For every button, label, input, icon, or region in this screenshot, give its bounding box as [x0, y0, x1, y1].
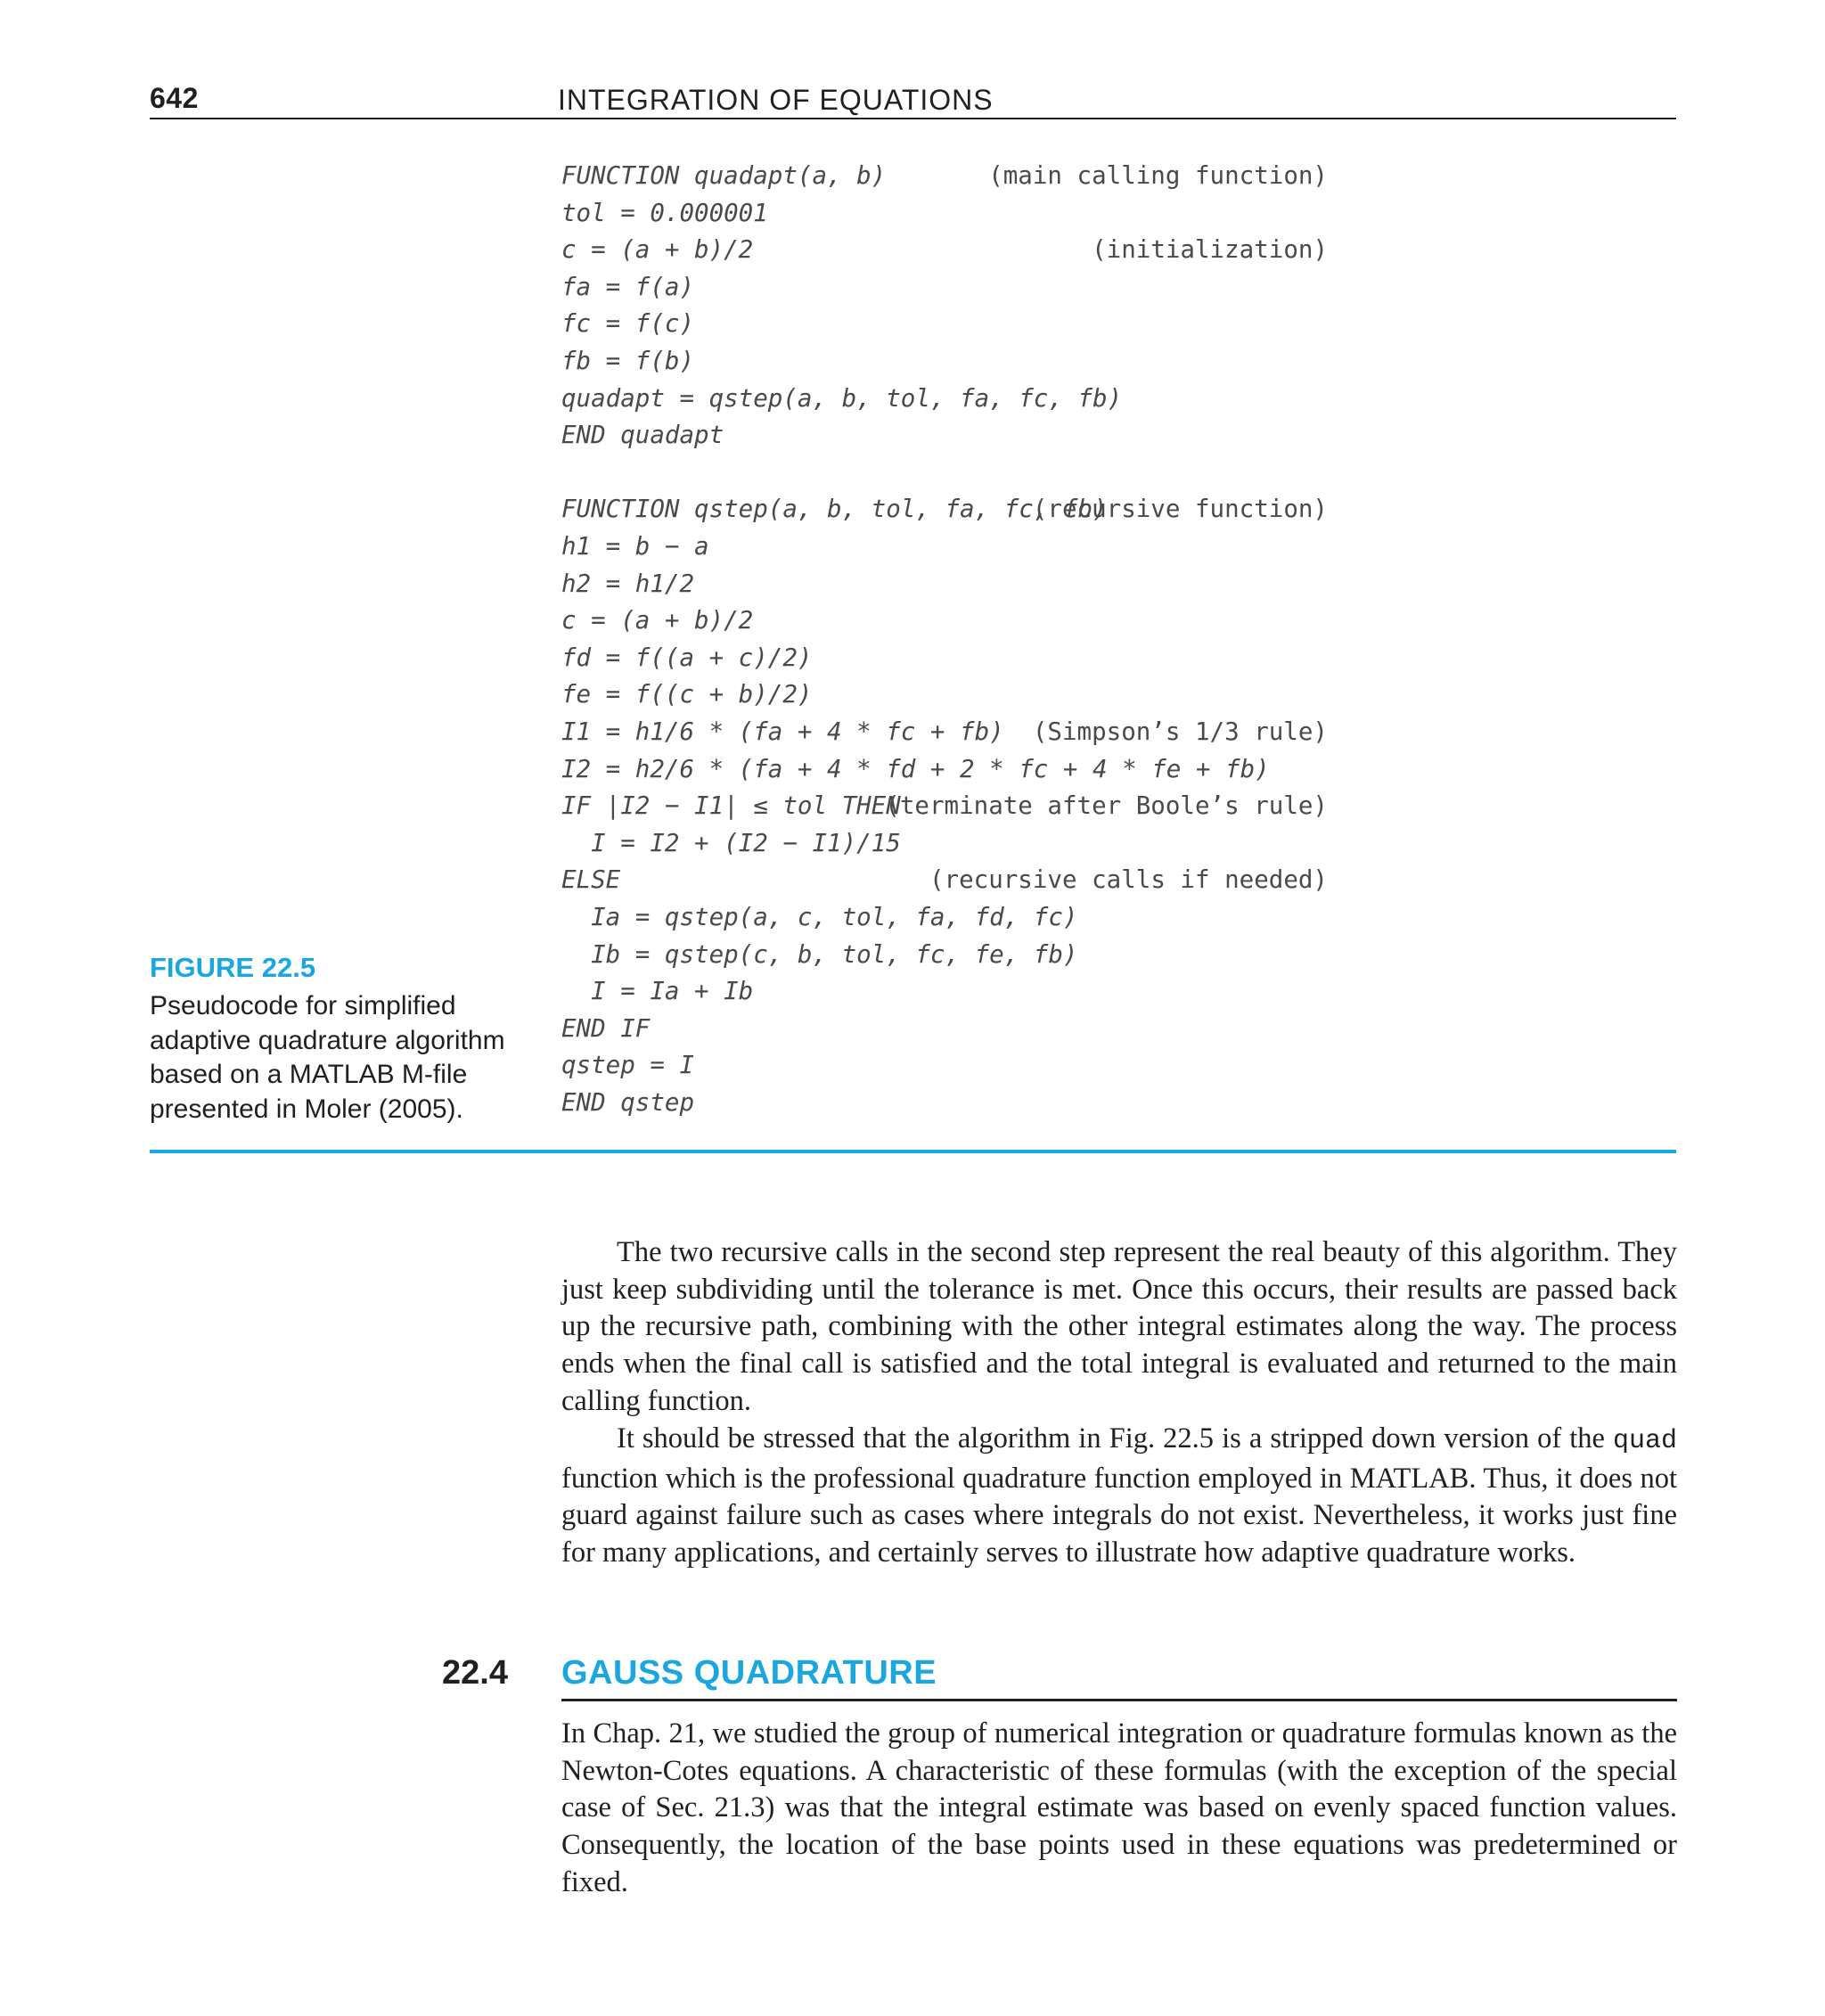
section-title: GAUSS QUADRATURE — [561, 1654, 937, 1692]
figure-bottom-rule — [150, 1150, 1676, 1153]
code-text: fc = f(c) — [561, 309, 695, 339]
code-line — [561, 231, 1328, 268]
chapter-title: INTEGRATION OF EQUATIONS — [558, 84, 994, 116]
code-line — [561, 454, 1328, 491]
code-line — [561, 824, 1328, 862]
section-number: 22.4 — [442, 1654, 508, 1692]
code-text: fb = f(b) — [561, 347, 695, 375]
section-rule — [561, 1699, 1677, 1701]
code-line — [561, 416, 1328, 454]
code-comment: (Simpson’s 1/3 rule) — [1032, 717, 1328, 746]
code-line — [561, 342, 1328, 380]
code-text: c = (a + b)/2 — [561, 606, 754, 635]
code-text: h2 = h1/2 — [561, 569, 695, 598]
code-line — [561, 528, 1328, 565]
code-line — [561, 936, 1328, 973]
code-text: IF |I2 − I1| ≤ tol THEN — [561, 791, 901, 821]
code-comment: (recursive calls if needed) — [929, 865, 1328, 895]
code-comment: (main calling function) — [988, 161, 1328, 190]
code-line — [561, 1046, 1328, 1084]
code-text: I1 = h1/6 * (fa + 4 * fc + fb) — [561, 717, 1004, 746]
code-text: quadapt = qstep(a, b, tol, fa, fc, fb) — [561, 383, 1123, 413]
pseudocode-block — [561, 157, 1328, 1137]
code-line — [561, 898, 1328, 936]
code-text: fa = f(a) — [561, 272, 695, 301]
figure-caption — [150, 989, 533, 1127]
code-comment: (recursive function) — [1032, 495, 1328, 524]
code-line — [561, 305, 1328, 342]
code-text: tol = 0.000001 — [561, 198, 768, 227]
code-text: Ib = qstep(c, b, tol, fc, fe, fb) — [561, 939, 1078, 969]
page-number: 642 — [150, 82, 199, 114]
code-line — [561, 787, 1328, 824]
code-line — [561, 1084, 1328, 1121]
code-text: I = Ia + Ib — [561, 977, 754, 1006]
code-line — [561, 676, 1328, 713]
code-text: FUNCTION quadapt(a, b) — [561, 161, 887, 190]
code-line — [561, 713, 1328, 750]
section-paragraph-1: In Chap. 21, we studied the group of numerical integration or quadrature formulas known as the Newton-Cotes equations. A characteristic of these formulas (with the exception of the special case of Sec. 21.3) was that the integral estimate was based on evenly spaced function values. Consequently, the location of the base points used in these equations was predetermined or fixed. — [561, 1717, 1677, 1898]
code-line — [561, 1010, 1328, 1047]
code-comment: (terminate after Boole’s rule) — [885, 791, 1328, 821]
code-line — [561, 565, 1328, 602]
code-text: END IF — [561, 1013, 651, 1043]
code-text: FUNCTION qstep(a, b, tol, fa, fc, fb) — [561, 495, 1108, 524]
code-text: I = I2 + (I2 − I1)/15 — [561, 828, 901, 857]
figure-label: FIGURE 22.5 — [150, 952, 316, 983]
inline-code-quad: quad — [1612, 1426, 1677, 1456]
code-text: c = (a + b)/2 — [561, 235, 754, 265]
code-text: END quadapt — [561, 421, 724, 450]
code-line — [561, 602, 1328, 639]
code-text: END qstep — [561, 1088, 695, 1117]
code-line — [561, 639, 1328, 676]
code-line — [561, 380, 1328, 417]
code-line — [561, 972, 1328, 1010]
code-line — [561, 750, 1328, 788]
code-line — [561, 861, 1328, 898]
figure-caption-text: Pseudocode for simplified adaptive quadrature algorithm based on a MATLAB M-file presented in Moler (2005). — [150, 991, 505, 1124]
code-line — [561, 157, 1328, 194]
body-paragraph-1: The two recursive calls in the second step represent the real beauty of this algorithm. They just keep subdividing until the tolerance is met. Once this occurs, their results are passed back up the recursive path, combining with the other integral estimates along the way. The process ends when the final call is satisfied and the total integral is evaluated and returned to the main calling function. — [561, 1236, 1677, 1417]
code-line — [561, 194, 1328, 232]
code-text: I2 = h2/6 * (fa + 4 * fd + 2 * fc + 4 * fe + fb) — [561, 754, 1270, 783]
body-paragraph-2-end: function which is the professional quadrature function employed in MATLAB. Thus, it does not guard against failure such as cases where integrals do not exist. Nevertheless, it works just fine for many applications, and certainly serves to illustrate how adaptive quadrature works. — [561, 1462, 1677, 1569]
code-text: Ia = qstep(a, c, tol, fa, fd, fc) — [561, 903, 1078, 931]
code-line — [561, 268, 1328, 306]
code-comment: (initialization) — [1092, 235, 1328, 265]
code-text: h1 = b − a — [561, 532, 709, 561]
code-text: ELSE — [561, 865, 621, 895]
body-paragraph-2-start: It should be stressed that the algorithm in Fig. 22.5 is a stripped down version of the — [617, 1422, 1613, 1455]
code-line — [561, 490, 1328, 528]
body-paragraph-2 — [561, 1421, 1677, 1572]
header-rule — [150, 118, 1676, 119]
code-text: fd = f((a + c)/2) — [561, 643, 813, 672]
code-text: qstep = I — [561, 1051, 695, 1080]
code-text: fe = f((c + b)/2) — [561, 680, 813, 709]
